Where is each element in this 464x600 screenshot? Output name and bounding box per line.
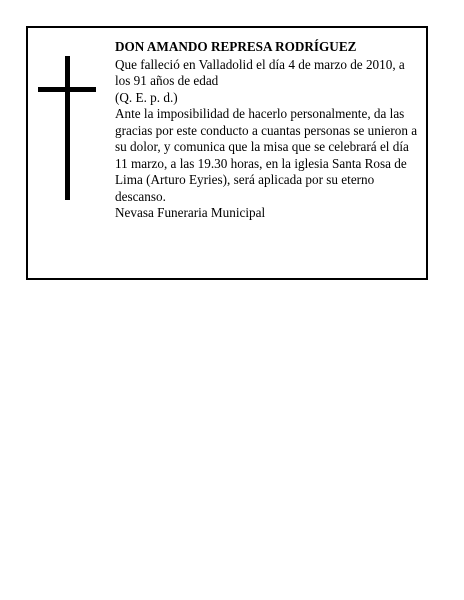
cross-vertical-bar — [65, 56, 70, 200]
funeral-home: Nevasa Funeraria Municipal — [115, 205, 266, 220]
cross-horizontal-bar — [38, 87, 96, 92]
rip-text: (Q. E. p. d.) — [115, 89, 178, 105]
death-info: Que falleció en Valladolid el día 4 de marzo de 2010, a los 91 años de edad — [115, 56, 405, 88]
deceased-name: DON AMANDO REPRESA RODRÍGUEZ — [115, 39, 357, 54]
cross-icon — [38, 56, 100, 200]
notice-text — [115, 39, 421, 222]
thanks-message: Ante la imposibilidad de hacerlo personalmente, da las gracias por este conducto a cuantas personas se unieron a su dolor, y comunica que la misa que se celebrará el día 11 marzo, a las 19.30 horas, en la iglesia Santa Rosa de Lima (Arturo Eyries), será aplicada por su eterno descanso. — [115, 106, 418, 204]
obituary-notice — [26, 26, 428, 280]
